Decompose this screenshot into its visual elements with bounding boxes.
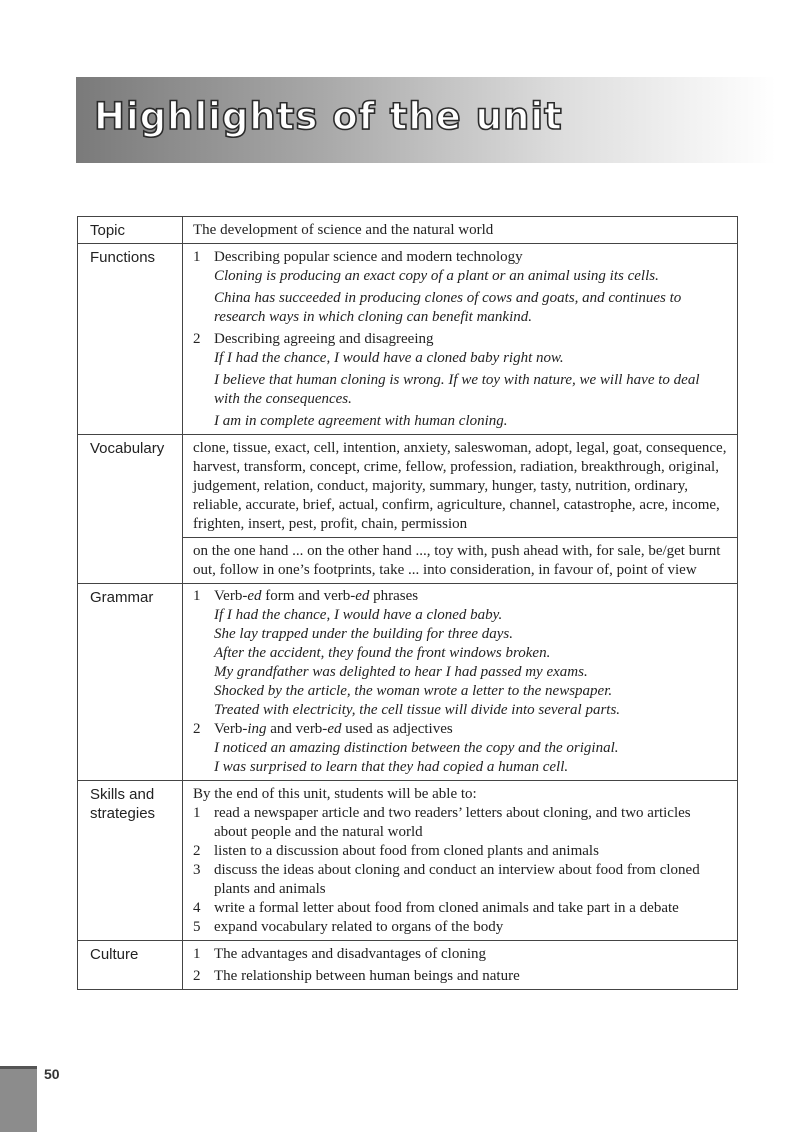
- vocabulary-phrases: on the one hand ... on the other hand ..., toy with, push ahead with, for sale, be/get burnt out, follow in one’s footprints, take ... into consideration, in favour of, point of view: [183, 538, 738, 584]
- example-sentence: I noticed an amazing distinction between the copy and the original.: [214, 740, 619, 756]
- row-label-functions: Functions: [78, 244, 183, 435]
- list-item: [193, 330, 727, 349]
- row-label-topic: Topic: [78, 217, 183, 244]
- example-sentence: She lay trapped under the building for three days.: [214, 626, 513, 642]
- row-label-vocabulary: Vocabulary: [78, 435, 183, 584]
- footer-divider: [0, 1066, 37, 1069]
- item-text: Verb-ing and verb-ed used as adjectives: [214, 721, 453, 737]
- skills-row: [78, 781, 738, 941]
- item-number: 1: [193, 588, 201, 604]
- example-sentence: I am in complete agreement with human cloning.: [214, 413, 508, 429]
- item-number: 2: [193, 843, 201, 859]
- list-item: [193, 967, 727, 986]
- functions-content: [183, 244, 738, 435]
- example-sentence: If I had the chance, I would have a cloned baby.: [214, 607, 503, 623]
- item-number: 2: [193, 721, 201, 737]
- item-text: Describing popular science and modern technology: [214, 249, 523, 265]
- highlights-table: [77, 216, 738, 990]
- topic-row: [78, 217, 738, 244]
- item-text: The relationship between human beings and nature: [214, 968, 520, 984]
- list-item: [193, 861, 727, 899]
- page-title: Highlights of the unit: [94, 95, 563, 138]
- culture-content: [183, 941, 738, 990]
- row-label-grammar: Grammar: [78, 584, 183, 781]
- list-item: [193, 842, 727, 861]
- title-banner: [76, 77, 776, 163]
- functions-row: [78, 244, 738, 435]
- example-sentence: I believe that human cloning is wrong. If we toy with nature, we will have to deal with the consequences.: [214, 372, 700, 407]
- example-sentence: Cloning is producing an exact copy of a plant or an animal using its cells.: [214, 268, 659, 284]
- item-number: 2: [193, 968, 201, 984]
- list-item: [193, 945, 727, 964]
- example-sentence: After the accident, they found the front windows broken.: [214, 645, 551, 661]
- page-number: 50: [44, 1066, 60, 1082]
- item-text: write a formal letter about food from cloned animals and take part in a debate: [214, 900, 679, 916]
- item-number: 3: [193, 862, 201, 878]
- skills-intro: By the end of this unit, students will be able to:: [193, 786, 477, 802]
- grammar-row: [78, 584, 738, 781]
- list-item: [193, 248, 727, 267]
- example-sentence: Treated with electricity, the cell tissue will divide into several parts.: [214, 702, 621, 718]
- example-sentence: I was surprised to learn that they had copied a human cell.: [214, 759, 569, 775]
- vocabulary-words: clone, tissue, exact, cell, intention, anxiety, saleswoman, adopt, legal, goat, consequence, harvest, transform, concept, crime, fellow, profession, radiation, breakthrough, original, judgement, relation, conduct, majority, summary, hunger, tasty, nutrition, ordinary, reliable, accurate, brief, actual, confirm, agriculture, channel, catastrophe, acre, income, frighten, insert, pest, profit, chain, permission: [183, 435, 738, 538]
- item-number: 1: [193, 946, 201, 962]
- example-sentence: Shocked by the article, the woman wrote a letter to the newspaper.: [214, 683, 613, 699]
- list-item: [193, 918, 727, 937]
- example-sentence: If I had the chance, I would have a cloned baby right now.: [214, 350, 564, 366]
- item-number: 5: [193, 919, 201, 935]
- item-number: 1: [193, 805, 201, 821]
- example-sentence: China has succeeded in producing clones of cows and goats, and continues to research ways in which cloning can benefit mankind.: [214, 290, 682, 325]
- list-item: [193, 720, 727, 739]
- footer-bar: [0, 1066, 37, 1132]
- item-text: discuss the ideas about cloning and conduct an interview about food from cloned plants and animals: [214, 862, 700, 897]
- item-text: listen to a discussion about food from cloned plants and animals: [214, 843, 599, 859]
- grammar-content: [183, 584, 738, 781]
- list-item: [193, 804, 727, 842]
- item-number: 1: [193, 249, 201, 265]
- item-number: 2: [193, 331, 201, 347]
- list-item: [193, 899, 727, 918]
- list-item: [193, 587, 727, 606]
- culture-row: [78, 941, 738, 990]
- vocabulary-row: [78, 435, 738, 538]
- item-text: The advantages and disadvantages of cloning: [214, 946, 486, 962]
- label-line: Skills and: [90, 786, 155, 803]
- item-text: Describing agreeing and disagreeing: [214, 331, 434, 347]
- item-text: read a newspaper article and two readers’ letters about cloning, and two articles about people and the natural world: [214, 805, 691, 840]
- item-text: Verb-ed form and verb-ed phrases: [214, 588, 419, 604]
- label-line: strategies: [90, 805, 156, 822]
- row-label-skills: [78, 781, 183, 941]
- item-text: expand vocabulary related to organs of the body: [214, 919, 504, 935]
- row-label-culture: Culture: [78, 941, 183, 990]
- skills-content: [183, 781, 738, 941]
- topic-text: The development of science and the natural world: [183, 217, 738, 244]
- item-number: 4: [193, 900, 201, 916]
- example-sentence: My grandfather was delighted to hear I had passed my exams.: [214, 664, 588, 680]
